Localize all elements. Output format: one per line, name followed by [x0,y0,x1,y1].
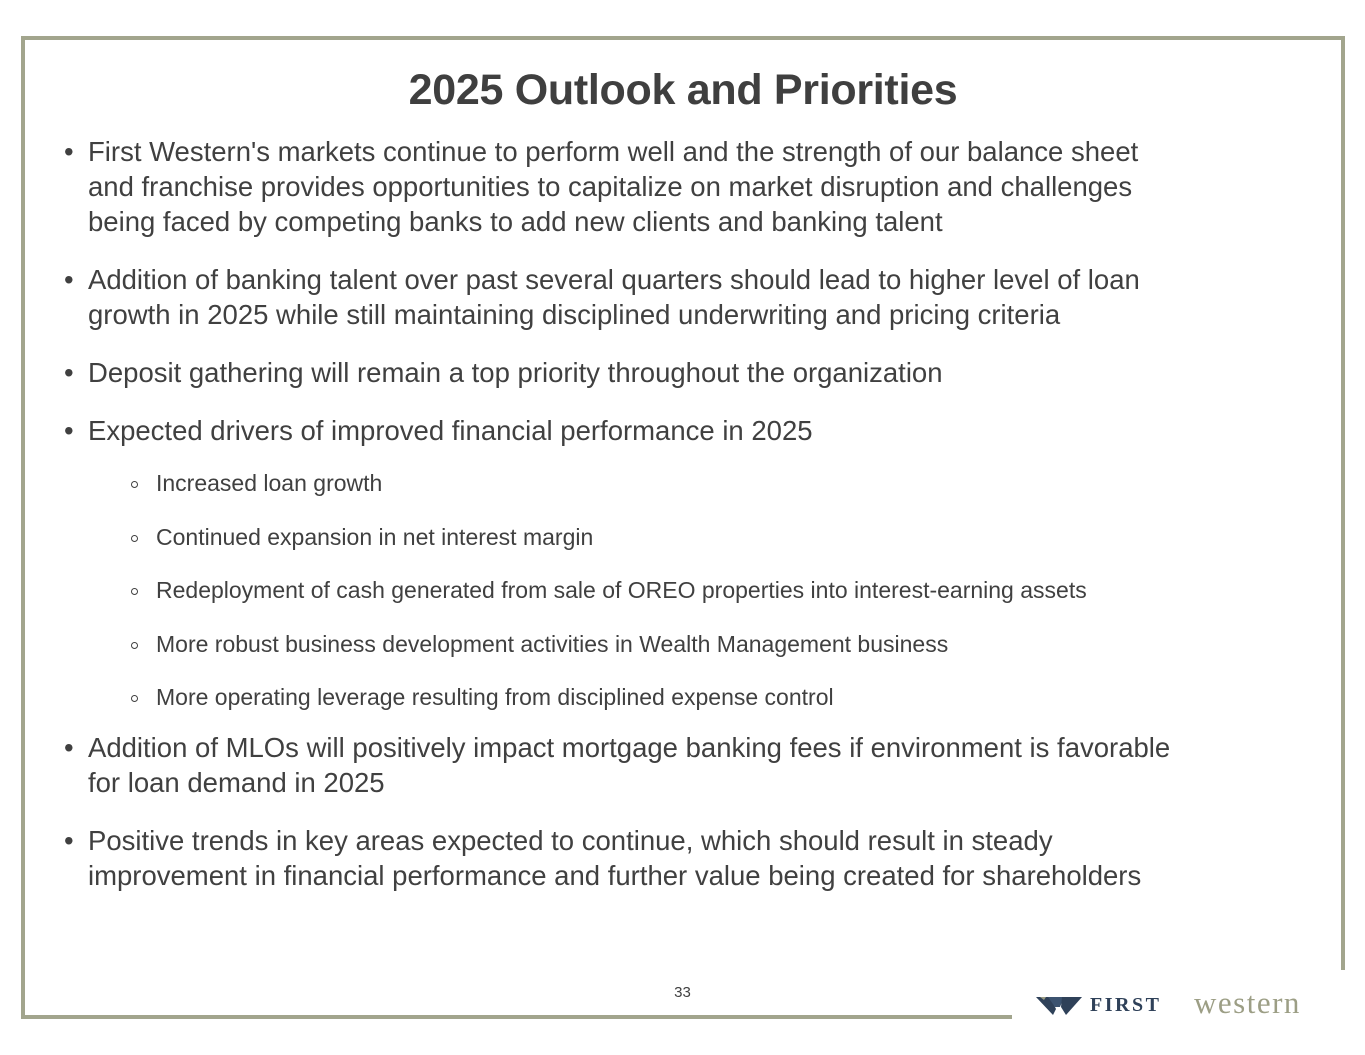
bullet-line: Expected drivers of improved financial performance in 2025 [88,415,813,446]
hollow-bullet-icon [131,535,138,542]
bullet-line: for loan demand in 2025 [88,767,385,798]
sub-bullet-item [64,629,1304,659]
frame-top-border [21,36,1345,40]
bullet-dot: • [64,357,74,388]
frame-left-border [21,36,25,1019]
bullet-line: being faced by competing banks to add new clients and banking talent [88,206,943,237]
sub-bullet-item [64,575,1304,605]
frame-right-border [1341,36,1345,970]
bullet-dot: • [64,264,74,295]
hollow-bullet-icon [131,588,138,595]
bullet-dot: • [64,136,74,167]
hollow-bullet-icon [131,481,138,488]
hollow-bullet-icon [131,642,138,649]
bullet-item [64,262,1304,332]
hollow-bullet-icon [131,695,138,702]
slide-title: 2025 Outlook and Priorities [408,66,958,114]
bullet-line: Deposit gathering will remain a top priority throughout the organization [88,357,943,388]
bullet-dot: • [64,415,74,446]
bullet-item [64,730,1304,800]
bullet-line: Addition of MLOs will positively impact mortgage banking fees if environment is favorable [88,732,1171,763]
bullet-line: Positive trends in key areas expected to continue, which should result in steady [88,825,1053,856]
sub-bullet-text: More robust business development activities in Wealth Management business [156,630,949,657]
sub-bullet-text: Redeployment of cash generated from sale of OREO properties into interest-earning assets [156,577,1087,603]
bullet-list [64,134,1304,916]
sub-bullet-text: Continued expansion in net interest margin [156,523,594,550]
sub-bullet-list [64,468,1304,712]
bullet-line: improvement in financial performance and further value being created for shareholders [88,860,1142,891]
logo-western-text: western [1194,985,1301,1020]
frame-bottom-border [21,1015,1012,1019]
sub-bullet-item [64,682,1304,712]
bullet-item [64,413,1304,712]
bullet-dot: • [64,732,74,763]
bullet-line: and franchise provides opportunities to capitalize on market disruption and challenges [88,171,1133,202]
sub-bullet-item [64,468,1304,498]
sub-bullet-text: Increased loan growth [156,470,383,496]
bullet-dot: • [64,825,74,856]
bullet-line: Addition of banking talent over past several quarters should lead to higher level of loan [88,264,1140,295]
bullet-line: growth in 2025 while still maintaining disciplined underwriting and pricing criteria [88,299,1061,330]
bullet-item [64,355,1304,390]
page-number: 33 [674,984,691,1001]
bullet-line: First Western's markets continue to perform well and the strength of our balance sheet [88,136,1139,167]
sub-bullet-item [64,522,1304,552]
bullet-item [64,823,1304,893]
logo-first-text: FIRST [1090,994,1162,1016]
first-western-w-mark-icon [1036,995,1082,1017]
sub-bullet-text: More operating leverage resulting from disciplined expense control [156,684,834,710]
bullet-item [64,134,1304,239]
